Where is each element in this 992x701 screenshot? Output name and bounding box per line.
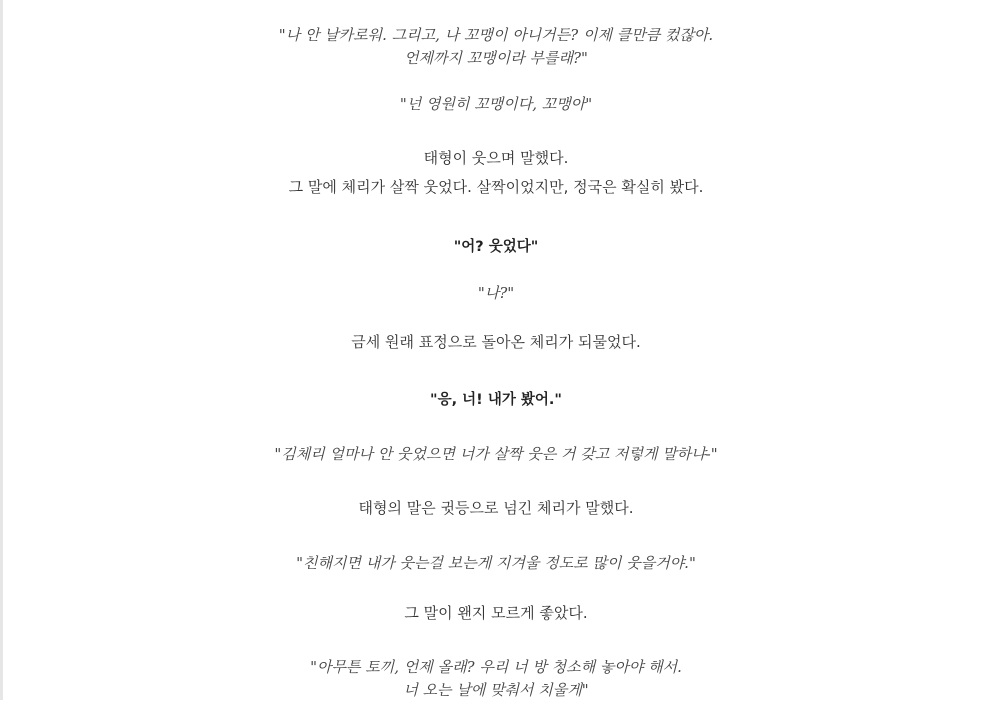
dialogue-line-final-2: 너 오는 날에 맞춰서 치울게": [403, 681, 589, 699]
narration-line-4: 태형의 말은 귓등으로 넘긴 체리가 말했다.: [358, 499, 634, 517]
dialogue-cherry-line-2: 언제까지 꼬맹이라 부를래?": [404, 49, 588, 67]
dialogue-cherry-2: "친해지면 내가 웃는걸 보는게 지겨울 정도로 많이 웃을거야.": [296, 554, 696, 572]
narration-line-1: 태형이 웃으며 말했다.: [423, 149, 569, 167]
dialogue-cherry-question: "나?": [477, 284, 515, 302]
dialogue-jungkook: "어? 웃었다": [453, 239, 539, 255]
dialogue-jungkook-2: "응, 너! 내가 봤어.": [430, 392, 562, 408]
dialogue-taehyung: "넌 영원히 꼬맹이다, 꼬맹아": [399, 95, 593, 113]
narration-line-5: 그 말이 왠지 모르게 좋았다.: [404, 604, 588, 622]
dialogue-taehyung-2: "김체리 얼마나 안 웃었으면 너가 살짝 웃은 거 갖고 저렇게 말하냐-": [274, 445, 718, 463]
dialogue-line-final-1: "아무튼 토끼, 언제 올래? 우리 너 방 청소해 놓아야 해서.: [310, 658, 682, 676]
dialogue-cherry-line-1: "나 안 날카로워. 그리고, 나 꼬맹이 아니거든? 이제 클만큼 컸잖아.: [278, 26, 714, 44]
narration-line-3: 금세 원래 표정으로 돌아온 체리가 되물었다.: [351, 333, 641, 351]
narration-line-2: 그 말에 체리가 살짝 웃었다. 살짝이었지만, 정국은 확실히 봤다.: [288, 178, 704, 196]
